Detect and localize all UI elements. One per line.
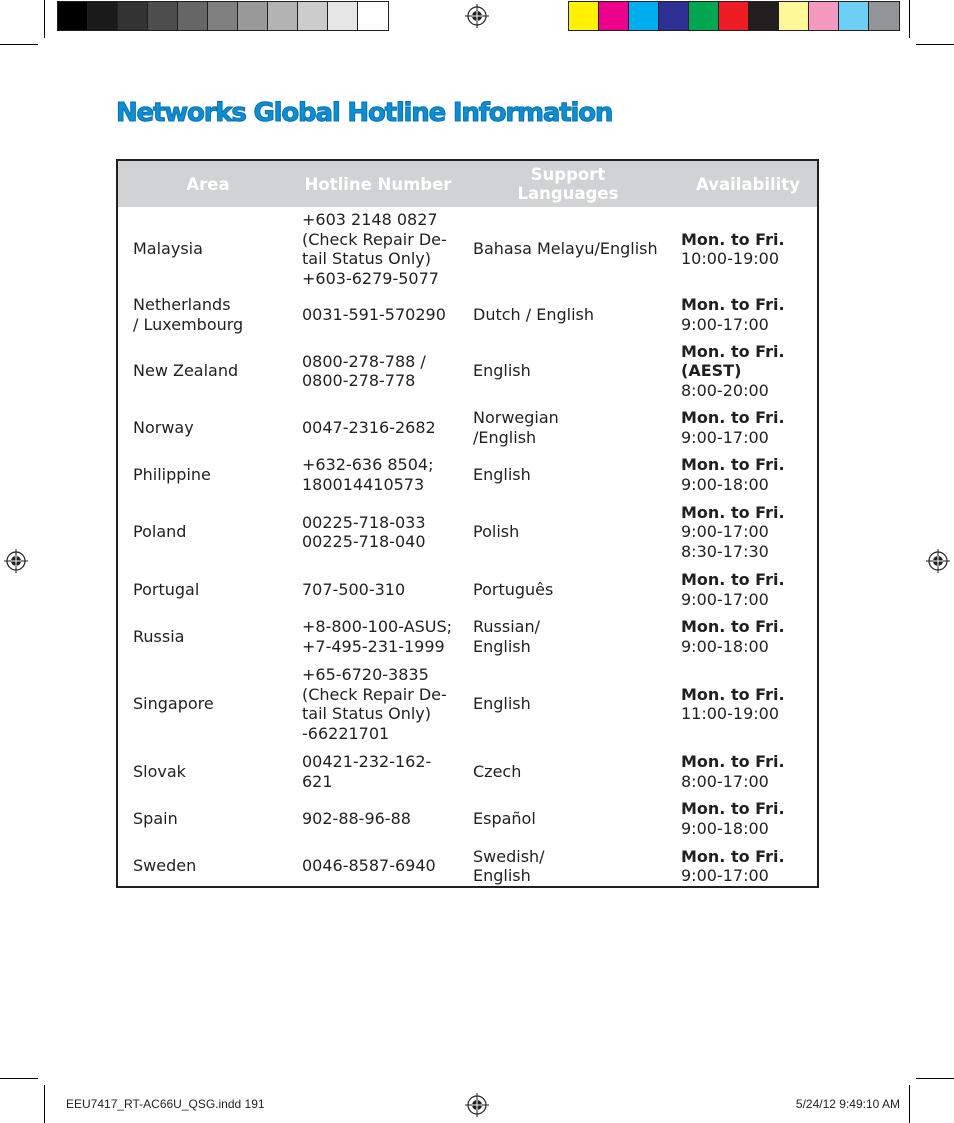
table-row	[118, 207, 817, 291]
hotline-cell: 0047-2316-2682	[302, 417, 436, 437]
languages-cell: Norwegian /English	[473, 408, 559, 447]
table-header	[118, 161, 817, 207]
area-cell: Norway	[133, 417, 194, 437]
availability-days: Mon. to Fri.	[681, 617, 785, 636]
color-swatch	[358, 2, 388, 30]
languages-cell: Swedish/ English	[473, 846, 545, 885]
registration-mark-icon	[4, 549, 28, 573]
availability-hours: 9:00-18:00	[681, 636, 769, 656]
process-color-bar	[568, 1, 900, 31]
header-support-languages	[463, 161, 673, 207]
availability-cell	[681, 498, 816, 566]
crop-mark	[909, 1085, 910, 1123]
hotline-cell: 902-88-96-88	[302, 808, 411, 828]
availability-cell	[681, 566, 816, 613]
availability-hours: 9:00-17:00	[681, 314, 769, 334]
grayscale-color-bar	[57, 1, 389, 31]
area-cell: Poland	[133, 522, 187, 542]
area-cell: Netherlands / Luxembourg	[133, 295, 244, 334]
availability-hours: 9:00-17:00	[681, 589, 769, 609]
crop-mark	[0, 44, 38, 45]
crop-mark	[44, 0, 45, 38]
header-availability	[678, 161, 818, 207]
area-cell: Slovak	[133, 761, 186, 781]
crop-mark	[916, 44, 954, 45]
area-cell: Singapore	[133, 694, 214, 714]
hotline-cell: 0046-8587-6940	[302, 856, 436, 876]
color-swatch	[208, 2, 238, 30]
table-row	[118, 566, 817, 613]
languages-cell: English	[473, 464, 531, 484]
registration-mark-icon	[465, 4, 489, 28]
crop-mark	[44, 1085, 45, 1123]
availability-cell	[681, 207, 816, 291]
header-hotline-number	[298, 161, 458, 207]
crop-mark	[0, 1078, 38, 1079]
languages-cell: Dutch / English	[473, 304, 595, 324]
hotline-cell: +8-800-100-ASUS; +7-495-231-1999	[302, 617, 452, 656]
availability-cell	[681, 338, 816, 404]
hotline-cell: 00225-718-033 00225-718-040	[302, 512, 426, 551]
table-row	[118, 795, 817, 842]
hotline-cell: 00421-232-162- 621	[302, 752, 432, 791]
availability-cell	[681, 795, 816, 842]
hotline-table	[116, 159, 819, 888]
color-swatch	[58, 2, 88, 30]
color-swatch	[148, 2, 178, 30]
languages-cell: Português	[473, 579, 554, 599]
color-swatch	[719, 2, 749, 30]
crop-mark	[909, 0, 910, 38]
header-label: Area	[186, 174, 230, 194]
availability-days: Mon. to Fri.	[681, 570, 785, 589]
area-cell: Sweden	[133, 856, 197, 876]
color-swatch	[869, 2, 899, 30]
color-swatch	[238, 2, 268, 30]
availability-cell	[681, 451, 816, 498]
table-row	[118, 613, 817, 660]
availability-hours: 9:00-18:00	[681, 474, 769, 494]
languages-cell: Polish	[473, 522, 520, 542]
languages-cell: English	[473, 361, 531, 381]
availability-days: Mon. to Fri.	[681, 799, 785, 818]
hotline-cell: 0800-278-788 / 0800-278-778	[302, 351, 426, 390]
hotline-cell: +603 2148 0827 (Check Repair De- tail Status Only) +603-6279-5077	[302, 210, 447, 288]
availability-days: Mon. to Fri.	[681, 684, 785, 704]
color-swatch	[749, 2, 779, 30]
color-swatch	[779, 2, 809, 30]
area-cell: New Zealand	[133, 361, 239, 381]
table-row	[118, 338, 817, 404]
availability-days: Mon. to Fri.	[681, 752, 785, 771]
registration-mark-icon	[926, 549, 950, 573]
hotline-cell: 0031-591-570290	[302, 304, 446, 324]
availability-hours: 9:00-17:00	[681, 427, 769, 447]
languages-cell: Español	[473, 808, 536, 828]
color-swatch	[298, 2, 328, 30]
languages-cell: Bahasa Melayu/English	[473, 239, 658, 259]
availability-days: Mon. to Fri.	[681, 846, 785, 866]
availability-days: Mon. to Fri.	[681, 229, 785, 249]
table-row	[118, 748, 817, 795]
languages-cell: English	[473, 694, 531, 714]
table-row	[118, 451, 817, 498]
area-cell: Russia	[133, 626, 185, 646]
color-swatch	[599, 2, 629, 30]
color-swatch	[569, 2, 599, 30]
color-swatch	[629, 2, 659, 30]
footer-timestamp: 5/24/12 9:49:10 AM	[795, 1097, 900, 1111]
availability-cell	[681, 748, 816, 795]
color-swatch	[328, 2, 358, 30]
header-label: Hotline Number	[304, 174, 452, 194]
registration-mark-icon	[465, 1093, 489, 1117]
color-swatch	[659, 2, 689, 30]
availability-hours: 8:00-20:00	[681, 380, 769, 400]
availability-cell	[681, 613, 816, 660]
table-row	[118, 498, 817, 566]
languages-cell: Russian/ English	[473, 617, 540, 656]
area-cell: Portugal	[133, 579, 200, 599]
page-title: Networks Global Hotline Information	[116, 98, 613, 128]
color-swatch	[809, 2, 839, 30]
area-cell: Malaysia	[133, 239, 203, 259]
availability-days: Mon. to Fri.	[681, 295, 785, 314]
color-swatch	[839, 2, 869, 30]
color-swatch	[118, 2, 148, 30]
availability-days: Mon. to Fri. (AEST)	[681, 341, 785, 381]
color-swatch	[268, 2, 298, 30]
hotline-cell: 707-500-310	[302, 579, 406, 599]
hotline-cell: +632-636 8504; 180014410573	[302, 455, 434, 494]
area-cell: Philippine	[133, 464, 211, 484]
table-row	[118, 404, 817, 451]
header-area	[118, 161, 298, 207]
availability-cell	[681, 404, 816, 451]
availability-hours: 9:00-17:00 8:30-17:30	[681, 522, 769, 561]
availability-cell	[681, 660, 816, 748]
table-row	[118, 842, 817, 890]
hotline-cell: +65-6720-3835 (Check Repair De- tail Status Only) -66221701	[302, 665, 447, 743]
availability-cell	[681, 291, 816, 338]
color-swatch	[88, 2, 118, 30]
availability-days: Mon. to Fri.	[681, 502, 785, 522]
color-swatch	[689, 2, 719, 30]
availability-cell	[681, 842, 816, 890]
availability-hours: 11:00-19:00	[681, 704, 779, 723]
footer-file-info: EEU7417_RT-AC66U_QSG.indd 191	[66, 1097, 265, 1111]
availability-hours: 9:00-18:00	[681, 818, 769, 838]
availability-days: Mon. to Fri.	[681, 408, 785, 427]
availability-hours: 9:00-17:00	[681, 866, 769, 885]
area-cell: Spain	[133, 808, 178, 828]
table-row	[118, 291, 817, 338]
availability-hours: 10:00-19:00	[681, 249, 779, 268]
availability-days: Mon. to Fri.	[681, 455, 785, 474]
color-swatch	[178, 2, 208, 30]
availability-hours: 8:00-17:00	[681, 771, 769, 791]
languages-cell: Czech	[473, 761, 522, 781]
header-label: Support Languages	[517, 165, 619, 203]
table-row	[118, 660, 817, 748]
header-label: Availability	[696, 174, 800, 194]
crop-mark	[916, 1078, 954, 1079]
